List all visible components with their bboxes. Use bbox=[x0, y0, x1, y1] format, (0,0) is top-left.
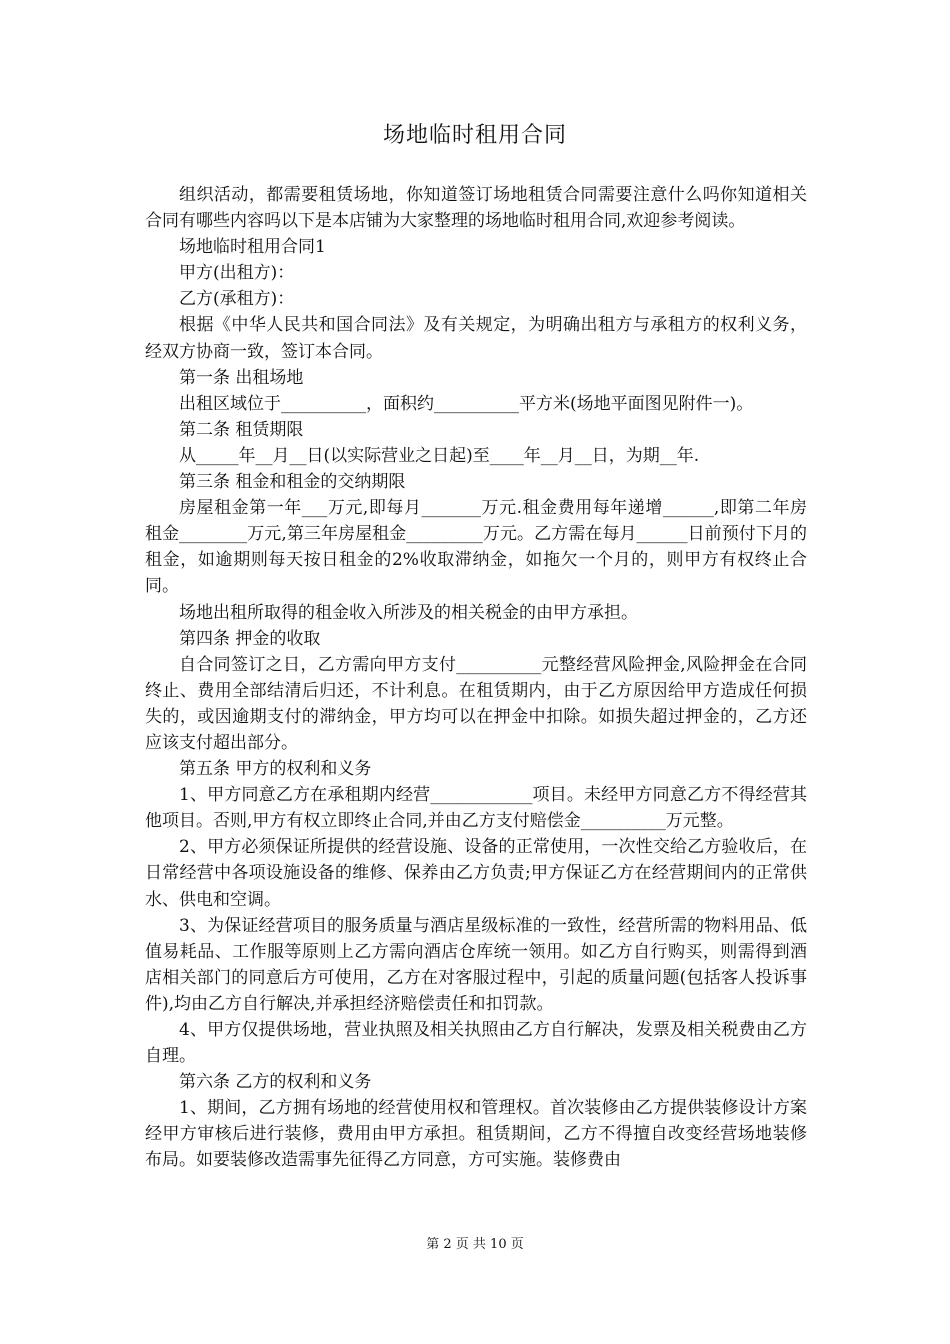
article-6-item-1: 1、期间，乙方拥有场地的经营使用权和管理权。首次装修由乙方提供装修设计方案经甲方审核后进行装修，费用由甲方承担。租赁期间，乙方不得擅自改变经营场地装修布局。如要装修改造需事先征得乙方同意，方可实施。装修费由 bbox=[145, 1098, 807, 1171]
article-3-tax: 场地出租所取得的租金收入所涉及的相关税金的由甲方承担。 bbox=[179, 602, 638, 623]
paragraph-preamble: 根据《中华人民共和国合同法》及有关规定，为明确出租方与承租方的权利义务，经双方协商一致，签订本合同。 bbox=[145, 315, 807, 362]
article-1-heading: 第一条 出租场地 bbox=[179, 367, 304, 388]
document-title: 场地临时租用合同 bbox=[382, 123, 567, 148]
paragraph-intro: 组织活动，都需要租赁场地，你知道签订场地租赁合同需要注意什么吗你知道相关合同有哪些内容吗以下是本店铺为大家整理的场地临时租用合同,欢迎参考阅读。 bbox=[145, 185, 807, 232]
article-2-text: 从_____年__月__日(以实际营业之日起)至____年__月__日，为期__年. bbox=[179, 445, 700, 466]
article-1-text: 出租区域位于__________，面积约__________平方米(场地平面图见附件一)。 bbox=[179, 393, 754, 414]
document-body bbox=[145, 182, 807, 1174]
article-5-item-1: 1、甲方同意乙方在承租期内经营____________项目。未经甲方同意乙方不得经营其他项目。否则,甲方有权立即终止合同,并由乙方支付赔偿金__________万元整。 bbox=[145, 785, 807, 832]
article-2-heading: 第二条 租赁期限 bbox=[179, 419, 304, 440]
article-3-heading: 第三条 租金和租金的交纳期限 bbox=[179, 472, 406, 493]
article-4-text: 自合同签订之日，乙方需向甲方支付__________元整经营风险押金,风险押金在合同终止、费用全部结清后归还，不计利息。在租赁期内，由于乙方原因给甲方造成任何损失的，或因逾期支付的滞纳金，甲方均可以在押金中扣除。如损失超过押金的，乙方还应该支付超出部分。 bbox=[145, 654, 807, 753]
paragraph-party-a: 甲方(出租方)： bbox=[179, 263, 295, 284]
page-footer: 第 2 页 共 10 页 bbox=[426, 1237, 524, 1252]
paragraph-contract-heading: 场地临时租用合同1 bbox=[179, 237, 326, 258]
article-5-item-4: 4、甲方仅提供场地，营业执照及相关执照由乙方自行解决，发票及相关税费由乙方自理。 bbox=[145, 1020, 807, 1067]
paragraph-party-b: 乙方(承租方)： bbox=[179, 289, 295, 310]
article-3-text: 房屋租金第一年___万元,即每月_______万元.租金费用每年递增______,即第二年房租金________万元,第三年房屋租金_________万元。乙方需在每月______日前预付下月的租金，如逾期则每天按日租金的2%收取滞纳金，如拖欠一个月的，则甲方有权终止合同。 bbox=[145, 498, 807, 597]
article-4-heading: 第四条 押金的收取 bbox=[179, 628, 321, 649]
article-5-heading: 第五条 甲方的权利和义务 bbox=[179, 759, 372, 780]
article-6-heading: 第六条 乙方的权利和义务 bbox=[179, 1072, 372, 1093]
article-5-item-2: 2、甲方必须保证所提供的经营设施、设备的正常使用，一次性交给乙方验收后，在日常经营中各项设施设备的维修、保养由乙方负责;甲方保证乙方在经营期间内的正常供水、供电和空调。 bbox=[145, 837, 807, 910]
article-5-item-3: 3、为保证经营项目的服务质量与酒店星级标准的一致性，经营所需的物料用品、低值易耗品、工作服等原则上乙方需向酒店仓库统一领用。如乙方自行购买，则需得到酒店相关部门的同意后方可使用，乙方在对客服过程中，引起的质量问题(包括客人投诉事件),均由乙方自行解决,并承担经济赔偿责任和扣罚款。 bbox=[145, 915, 807, 1014]
